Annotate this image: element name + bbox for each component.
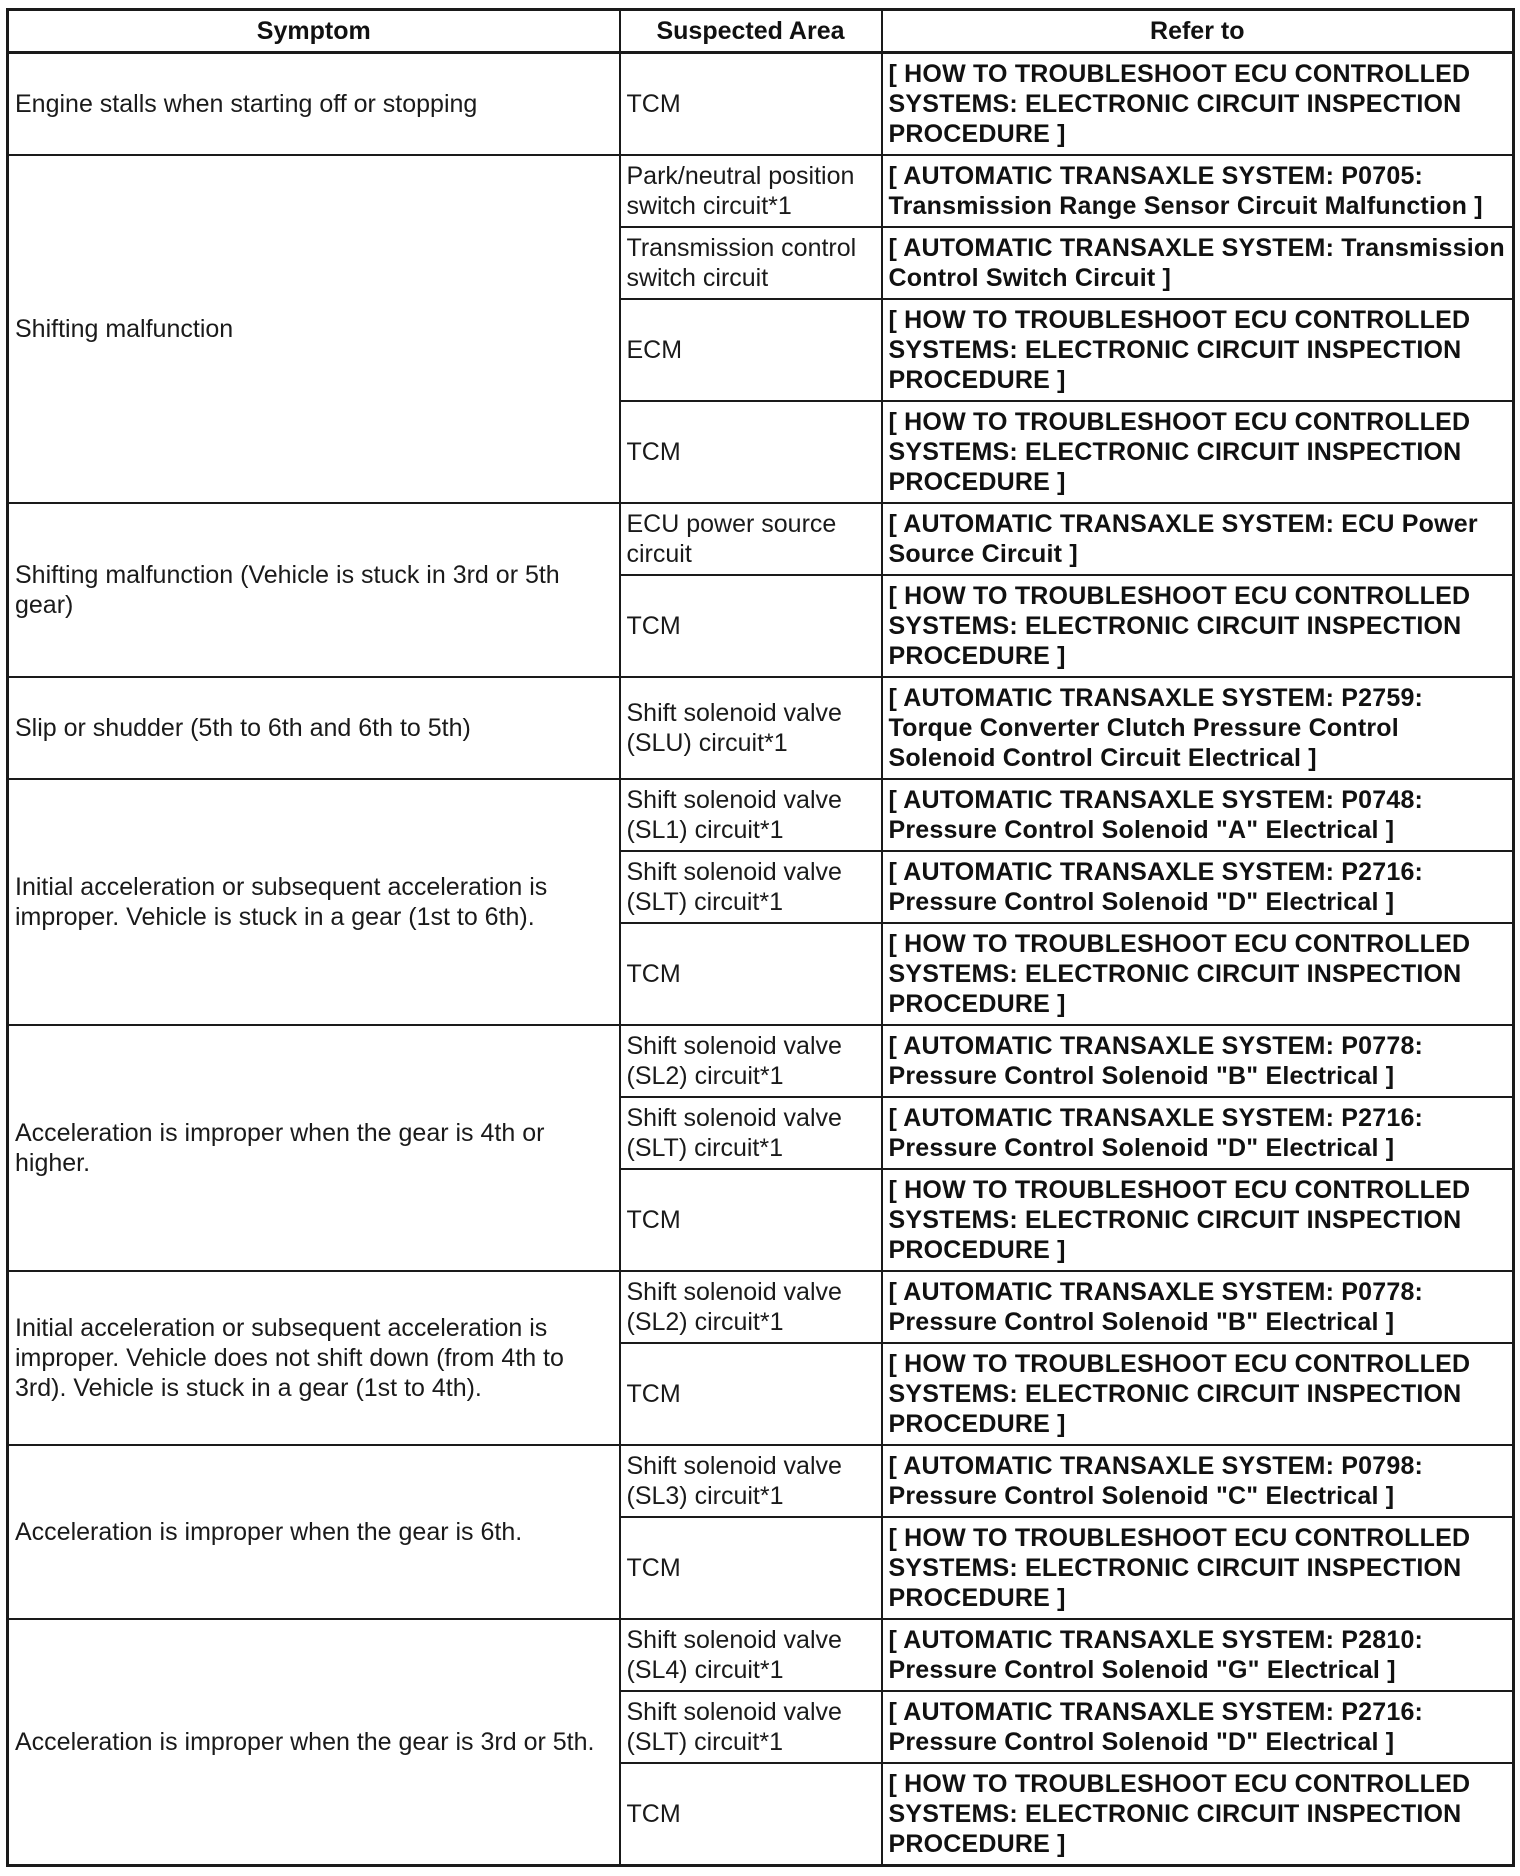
suspected-area-cell: Shift solenoid valve (SL1) circuit*1 [620, 779, 882, 851]
refer-to-link[interactable]: [ AUTOMATIC TRANSAXLE SYSTEM: P0748: Pressure Control Solenoid "A" Electrical ] [882, 779, 1514, 851]
suspected-area-cell: Shift solenoid valve (SL4) circuit*1 [620, 1619, 882, 1691]
refer-to-link[interactable]: [ AUTOMATIC TRANSAXLE SYSTEM: Transmission Control Switch Circuit ] [882, 227, 1514, 299]
suspected-area-cell: Shift solenoid valve (SLT) circuit*1 [620, 1097, 882, 1169]
suspected-area-cell: Park/neutral position switch circuit*1 [620, 155, 882, 227]
refer-to-link[interactable]: [ AUTOMATIC TRANSAXLE SYSTEM: P0705: Transmission Range Sensor Circuit Malfunction ] [882, 155, 1514, 227]
header-symptom: Symptom [8, 10, 620, 53]
refer-to-link[interactable]: [ HOW TO TROUBLESHOOT ECU CONTROLLED SYSTEMS: ELECTRONIC CIRCUIT INSPECTION PROCEDURE ] [882, 1517, 1514, 1619]
refer-to-link[interactable]: [ AUTOMATIC TRANSAXLE SYSTEM: P0778: Pressure Control Solenoid "B" Electrical ] [882, 1271, 1514, 1343]
suspected-area-cell: TCM [620, 401, 882, 503]
troubleshooting-sheet [6, 8, 1512, 1867]
suspected-area-cell: TCM [620, 1763, 882, 1866]
suspected-area-cell: Shift solenoid valve (SLU) circuit*1 [620, 677, 882, 779]
table-row [8, 779, 1514, 851]
refer-to-link[interactable]: [ AUTOMATIC TRANSAXLE SYSTEM: P2716: Pressure Control Solenoid "D" Electrical ] [882, 1691, 1514, 1763]
symptom-cell: Initial acceleration or subsequent acceleration is improper. Vehicle is stuck in a gear (1st to 6th). [8, 779, 620, 1025]
table-row [8, 1445, 1514, 1517]
refer-to-link[interactable]: [ AUTOMATIC TRANSAXLE SYSTEM: ECU Power Source Circuit ] [882, 503, 1514, 575]
suspected-area-cell: Transmission control switch circuit [620, 227, 882, 299]
header-row [8, 10, 1514, 53]
suspected-area-cell: Shift solenoid valve (SL2) circuit*1 [620, 1271, 882, 1343]
refer-to-link[interactable]: [ AUTOMATIC TRANSAXLE SYSTEM: P2759: Torque Converter Clutch Pressure Control Solenoid Control Circuit Electrical ] [882, 677, 1514, 779]
symptom-cell: Acceleration is improper when the gear is 4th or higher. [8, 1025, 620, 1271]
suspected-area-cell: TCM [620, 575, 882, 677]
suspected-area-cell: Shift solenoid valve (SLT) circuit*1 [620, 851, 882, 923]
table-row [8, 1271, 1514, 1343]
symptom-table [6, 8, 1515, 1867]
refer-to-link[interactable]: [ HOW TO TROUBLESHOOT ECU CONTROLLED SYSTEMS: ELECTRONIC CIRCUIT INSPECTION PROCEDURE ] [882, 401, 1514, 503]
suspected-area-cell: TCM [620, 53, 882, 156]
table-row [8, 53, 1514, 156]
suspected-area-cell: Shift solenoid valve (SL2) circuit*1 [620, 1025, 882, 1097]
suspected-area-cell: Shift solenoid valve (SL3) circuit*1 [620, 1445, 882, 1517]
suspected-area-cell: Shift solenoid valve (SLT) circuit*1 [620, 1691, 882, 1763]
header-refer-to: Refer to [882, 10, 1514, 53]
suspected-area-cell: ECU power source circuit [620, 503, 882, 575]
refer-to-link[interactable]: [ HOW TO TROUBLESHOOT ECU CONTROLLED SYSTEMS: ELECTRONIC CIRCUIT INSPECTION PROCEDURE ] [882, 575, 1514, 677]
table-row [8, 1025, 1514, 1097]
suspected-area-cell: TCM [620, 923, 882, 1025]
refer-to-link[interactable]: [ HOW TO TROUBLESHOOT ECU CONTROLLED SYSTEMS: ELECTRONIC CIRCUIT INSPECTION PROCEDURE ] [882, 299, 1514, 401]
refer-to-link[interactable]: [ AUTOMATIC TRANSAXLE SYSTEM: P0798: Pressure Control Solenoid "C" Electrical ] [882, 1445, 1514, 1517]
suspected-area-cell: TCM [620, 1343, 882, 1445]
table-row [8, 1619, 1514, 1691]
refer-to-link[interactable]: [ HOW TO TROUBLESHOOT ECU CONTROLLED SYSTEMS: ELECTRONIC CIRCUIT INSPECTION PROCEDURE ] [882, 1763, 1514, 1866]
refer-to-link[interactable]: [ AUTOMATIC TRANSAXLE SYSTEM: P2716: Pressure Control Solenoid "D" Electrical ] [882, 1097, 1514, 1169]
refer-to-link[interactable]: [ HOW TO TROUBLESHOOT ECU CONTROLLED SYSTEMS: ELECTRONIC CIRCUIT INSPECTION PROCEDURE ] [882, 1343, 1514, 1445]
header-suspected-area: Suspected Area [620, 10, 882, 53]
refer-to-link[interactable]: [ AUTOMATIC TRANSAXLE SYSTEM: P0778: Pressure Control Solenoid "B" Electrical ] [882, 1025, 1514, 1097]
table-row [8, 503, 1514, 575]
symptom-cell: Slip or shudder (5th to 6th and 6th to 5th) [8, 677, 620, 779]
suspected-area-cell: TCM [620, 1169, 882, 1271]
suspected-area-cell: ECM [620, 299, 882, 401]
refer-to-link[interactable]: [ HOW TO TROUBLESHOOT ECU CONTROLLED SYSTEMS: ELECTRONIC CIRCUIT INSPECTION PROCEDURE ] [882, 53, 1514, 156]
table-row [8, 677, 1514, 779]
refer-to-link[interactable]: [ AUTOMATIC TRANSAXLE SYSTEM: P2810: Pressure Control Solenoid "G" Electrical ] [882, 1619, 1514, 1691]
symptom-cell: Acceleration is improper when the gear is 3rd or 5th. [8, 1619, 620, 1866]
symptom-cell: Engine stalls when starting off or stopping [8, 53, 620, 156]
symptom-cell: Shifting malfunction (Vehicle is stuck in 3rd or 5th gear) [8, 503, 620, 677]
refer-to-link[interactable]: [ HOW TO TROUBLESHOOT ECU CONTROLLED SYSTEMS: ELECTRONIC CIRCUIT INSPECTION PROCEDURE ] [882, 923, 1514, 1025]
symptom-cell: Shifting malfunction [8, 155, 620, 503]
symptom-cell: Acceleration is improper when the gear is 6th. [8, 1445, 620, 1619]
table-row [8, 155, 1514, 227]
suspected-area-cell: TCM [620, 1517, 882, 1619]
refer-to-link[interactable]: [ HOW TO TROUBLESHOOT ECU CONTROLLED SYSTEMS: ELECTRONIC CIRCUIT INSPECTION PROCEDURE ] [882, 1169, 1514, 1271]
symptom-cell: Initial acceleration or subsequent acceleration is improper. Vehicle does not shift down (from 4th to 3rd). Vehicle is stuck in a gear (1st to 4th). [8, 1271, 620, 1445]
refer-to-link[interactable]: [ AUTOMATIC TRANSAXLE SYSTEM: P2716: Pressure Control Solenoid "D" Electrical ] [882, 851, 1514, 923]
